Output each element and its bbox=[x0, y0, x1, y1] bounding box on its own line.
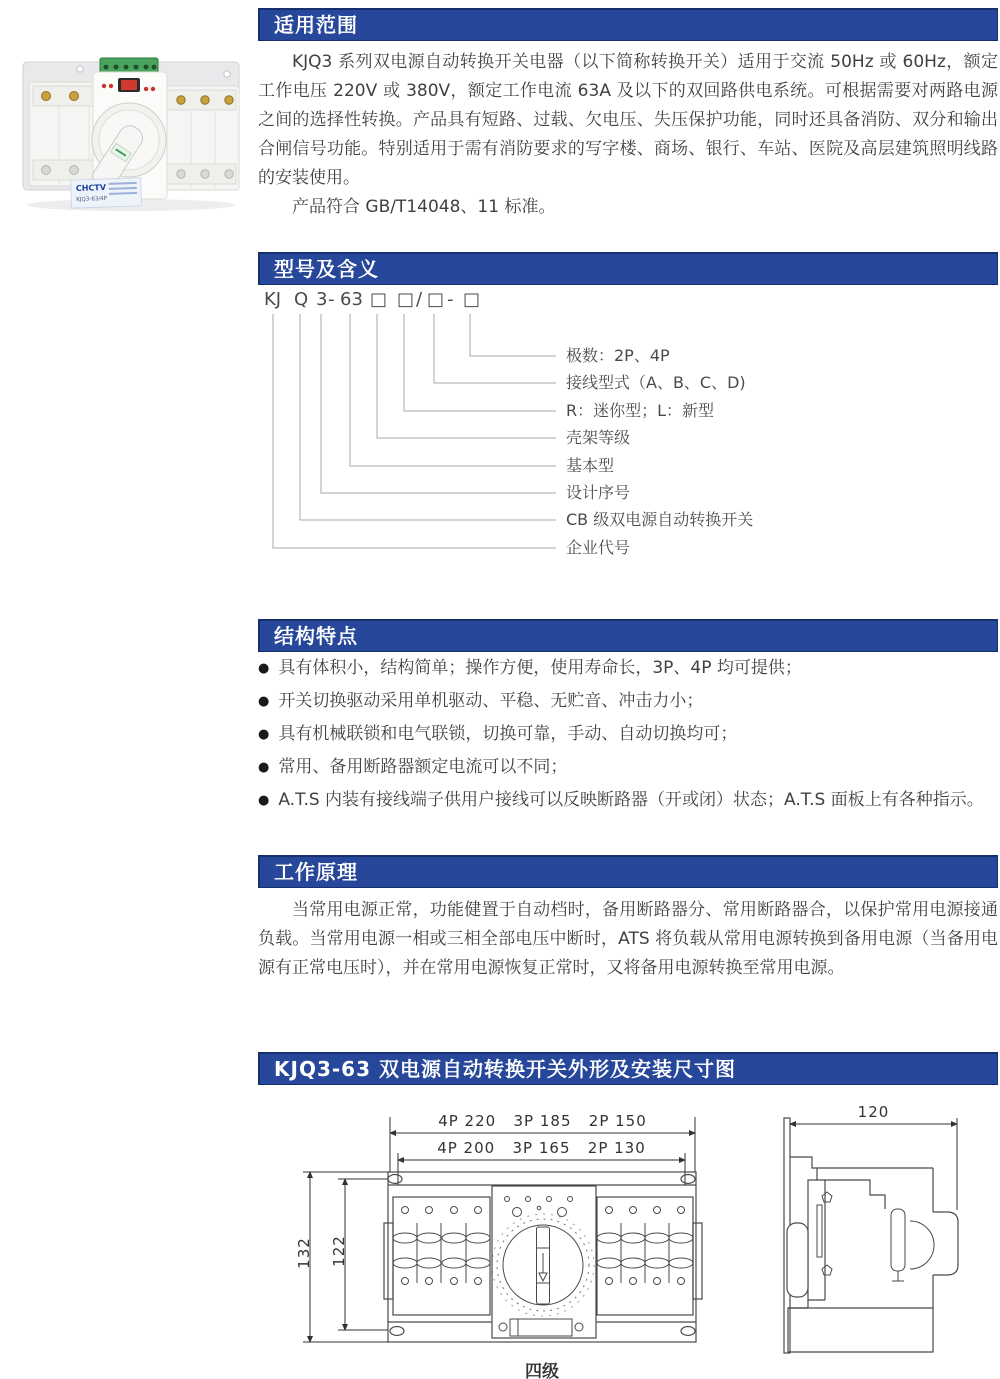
model-label-frame: 壳架等级 bbox=[566, 428, 631, 447]
dimension-drawings bbox=[270, 1095, 970, 1379]
model-label-basic: 基本型 bbox=[566, 456, 615, 475]
dimension-height-outer: 132 bbox=[295, 1237, 313, 1269]
scope-text bbox=[258, 48, 998, 222]
model-code-token: / bbox=[416, 289, 423, 310]
dimension-width-top: 4P 220 3P 185 2P 150 bbox=[438, 1112, 647, 1130]
brand-text: CHCTV bbox=[75, 182, 107, 194]
principle-paragraph: 当常用电源正常，功能健置于自动档时，备用断路器分、常用断路器合，以保护常用电源接通负载。当常用电源一相或三相全部电压中断时，ATS 将负载从常用电源转换到备用电源（当备用电源有正常电压时），并在常用电源恢复正常时，又将备用电源转换至常用电源。 bbox=[258, 900, 998, 978]
model-code-token: □ bbox=[397, 289, 415, 310]
side-view-drawing bbox=[784, 1118, 958, 1353]
section-title-features: 结构特点 bbox=[258, 619, 998, 652]
indicator-led bbox=[109, 84, 113, 88]
product-photo-drawing bbox=[5, 22, 255, 217]
indicator-led bbox=[151, 87, 155, 91]
model-code-token: - bbox=[328, 289, 335, 310]
model-label-design: 设计序号 bbox=[566, 483, 631, 502]
model-code-token: Q bbox=[294, 289, 309, 310]
features-list bbox=[258, 658, 998, 823]
front-view-drawing bbox=[384, 1172, 702, 1342]
feature-item: ● 开关切换驱动采用单机驱动、平稳、无贮音、冲击力小； bbox=[258, 691, 998, 712]
model-label-type: R：迷你型；L：新型 bbox=[566, 401, 715, 420]
section-title-scope: 适用范围 bbox=[258, 8, 998, 41]
model-label-cb-class: CB 级双电源自动转换开关 bbox=[566, 510, 754, 529]
model-designation-diagram bbox=[258, 288, 998, 580]
model-code-token: 63 bbox=[340, 289, 363, 310]
model-code-token: □ bbox=[427, 289, 445, 310]
feature-item: ● 常用、备用断路器额定电流可以不同； bbox=[258, 757, 998, 778]
section-title-dimensions: KJQ3-63 双电源自动转换开关外形及安装尺寸图 bbox=[258, 1052, 998, 1085]
model-label-poles: 极数：2P、4P bbox=[566, 346, 670, 365]
section-title-model: 型号及含义 bbox=[258, 252, 998, 285]
model-code-token: - bbox=[447, 289, 454, 310]
model-label-wiring: 接线型式（A、B、C、D) bbox=[566, 373, 746, 392]
side-view-dimension-lines bbox=[790, 1118, 957, 1210]
feature-item: ● 具有机械联锁和电气联锁，切换可靠，手动、自动切换均可； bbox=[258, 724, 998, 745]
model-code-token: □ bbox=[370, 289, 388, 310]
indicator-led bbox=[144, 87, 148, 91]
model-label-text: KJQ3-63/4P bbox=[76, 195, 108, 204]
principle-text bbox=[258, 896, 998, 983]
model-label-company: 企业代号 bbox=[566, 538, 631, 557]
model-code-token: KJ bbox=[264, 289, 282, 310]
feature-item: ● A.T.S 内装有接线端子供用户接线可以反映断路器（开或闭）状态；A.T.S 面板上有各种指示。 bbox=[258, 790, 998, 811]
section-title-principle: 工作原理 bbox=[258, 855, 998, 888]
dimension-width-inner: 4P 200 3P 165 2P 130 bbox=[437, 1139, 646, 1157]
dimension-depth: 120 bbox=[857, 1103, 890, 1121]
dimension-height-inner: 122 bbox=[330, 1235, 348, 1267]
product-photo bbox=[5, 22, 255, 217]
indicator-led bbox=[102, 84, 106, 88]
scope-paragraph-2: 产品符合 GB/T14048、11 标准。 bbox=[292, 197, 556, 217]
scope-paragraph-1: KJQ3 系列双电源自动转换开关电器（以下简称转换开关）适用于交流 50Hz 或 60Hz，额定工作电压 220V 或 380V，额定工作电流 63A 及以下的双回路供电系统。可根据需要对两路电源之间的选择性转换。产品具有短路、过载、欠电压、失压保护功能，同时还具备消防、双分和输出合闸信号功能。特别适用于需有消防要求的写字楼、商场、银行、车站、医院及高层建筑照明线路的安装使用。 bbox=[258, 52, 998, 188]
outline-drawing bbox=[270, 1095, 970, 1379]
model-code-token: □ bbox=[463, 289, 481, 310]
model-code-token: 3 bbox=[316, 289, 328, 310]
feature-item: ● 具有体积小，结构简单；操作方便，使用寿命长，3P、4P 均可提供； bbox=[258, 658, 998, 679]
pole-caption: 四级 bbox=[525, 1362, 559, 1379]
name-plate bbox=[71, 178, 142, 208]
